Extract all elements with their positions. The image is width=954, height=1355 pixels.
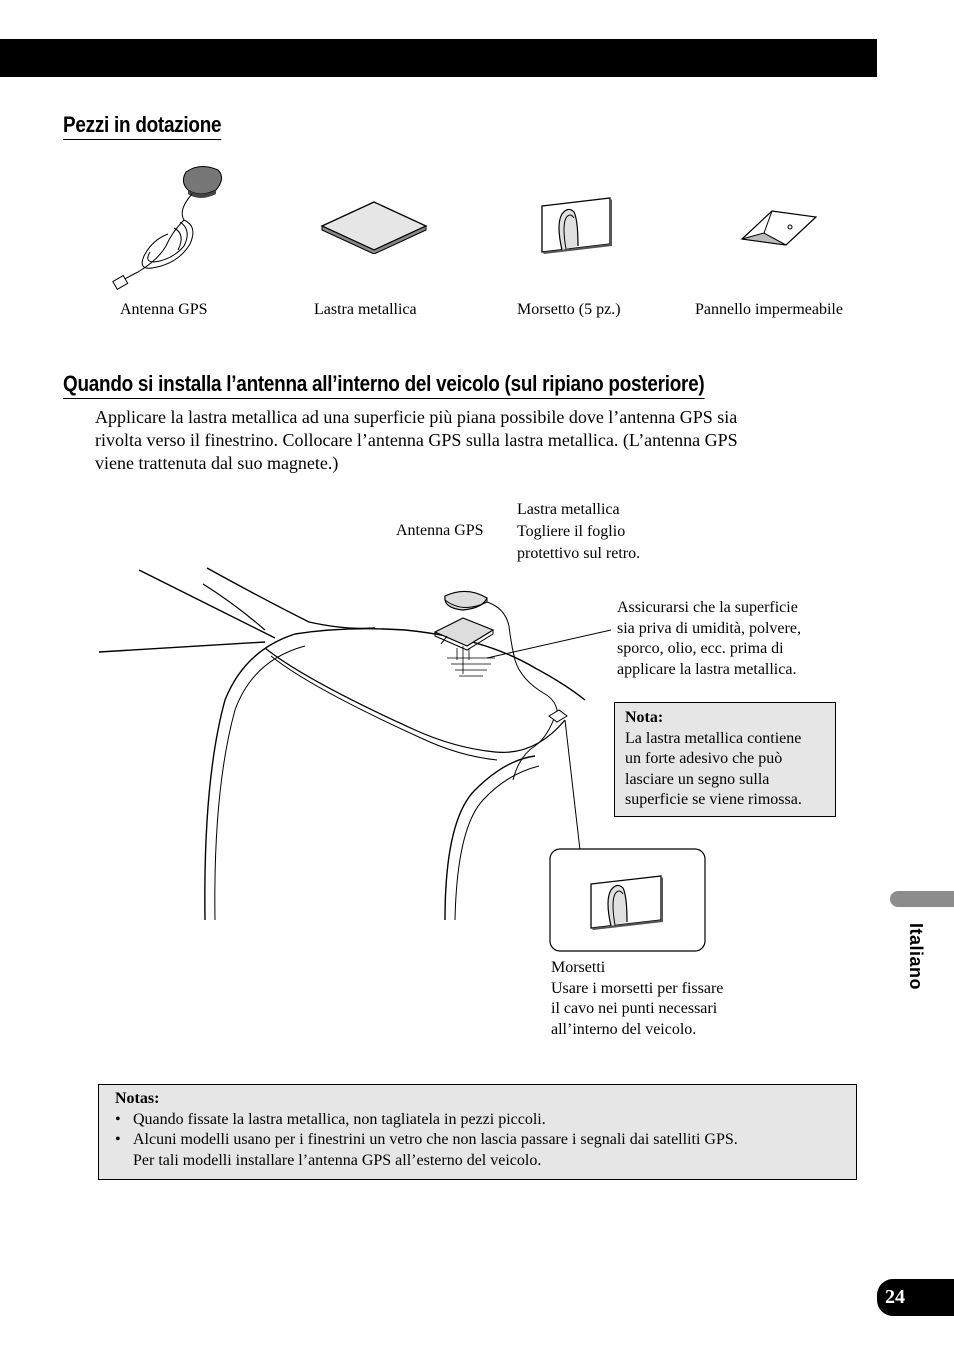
install-paragraph: Applicare la lastra metallica ad una superficie più piana possibile dove l’antenna GPS sia rivolta verso il finestrino. Collocare l’antenna GPS sulla lastra metallica. (L’antenna GPS viene trattenuta dal suo magnete.) bbox=[95, 407, 738, 473]
gps-antenna-icon bbox=[108, 160, 238, 295]
metal-plate-icon bbox=[318, 200, 430, 254]
installation-diagram bbox=[95, 560, 615, 960]
part-label-antenna: Antenna GPS bbox=[120, 301, 208, 318]
note-bullet: • Quando fissate la lastra metallica, non tagliatela in pezzi piccoli. bbox=[115, 1110, 856, 1131]
language-tab-marker bbox=[890, 891, 954, 907]
part-label-clamp: Morsetto (5 pz.) bbox=[517, 301, 621, 318]
section-heading-supplied-parts: Pezzi in dotazione bbox=[63, 111, 221, 140]
label-metal-plate: Lastra metallica Togliere il foglio protettivo sul retro. bbox=[517, 501, 641, 562]
clamp-icon bbox=[536, 194, 616, 258]
note-bullet: • Alcuni modelli usano per i finestrini un vetro che non lascia passare i segnali dai satelliti GPS. Per tali modelli installare l’antenna GPS all’esterno del veicolo. bbox=[115, 1130, 856, 1171]
part-label-pad: Pannello impermeabile bbox=[695, 301, 843, 318]
label-clamps: Morsetti Usare i morsetti per fissare il cavo nei punti necessari all’interno del veicolo. bbox=[551, 959, 724, 1038]
label-antenna-gps: Antenna GPS bbox=[396, 522, 484, 539]
language-label: Italiano bbox=[906, 923, 926, 991]
part-label-plate: Lastra metallica bbox=[314, 301, 417, 318]
section-heading-inside-install: Quando si installa l’antenna all’interno del veicolo (sul ripiano posteriore) bbox=[63, 370, 704, 399]
clamp-detail-callout bbox=[549, 848, 709, 954]
waterproof-pad-icon bbox=[738, 203, 818, 249]
page-number: 24 bbox=[877, 1279, 954, 1316]
label-surface-note: Assicurarsi che la superficie sia priva di umidità, polvere, sporco, olio, ecc. prima di applicare la lastra metallica. bbox=[617, 599, 801, 678]
notes-box: Notas: • Quando fissate la lastra metallica, non tagliatela in pezzi piccoli. • Alcuni modelli usano per i finestrini un vetro che non lascia passare i segnali dai satelliti GPS. Per tali modelli installare l’antenna GPS all’esterno del veicolo. bbox=[98, 1084, 857, 1180]
nota-box: Nota: La lastra metallica contiene un forte adesivo che può lasciare un segno sulla superficie se viene rimossa. bbox=[614, 702, 836, 817]
header-bar bbox=[0, 39, 877, 77]
